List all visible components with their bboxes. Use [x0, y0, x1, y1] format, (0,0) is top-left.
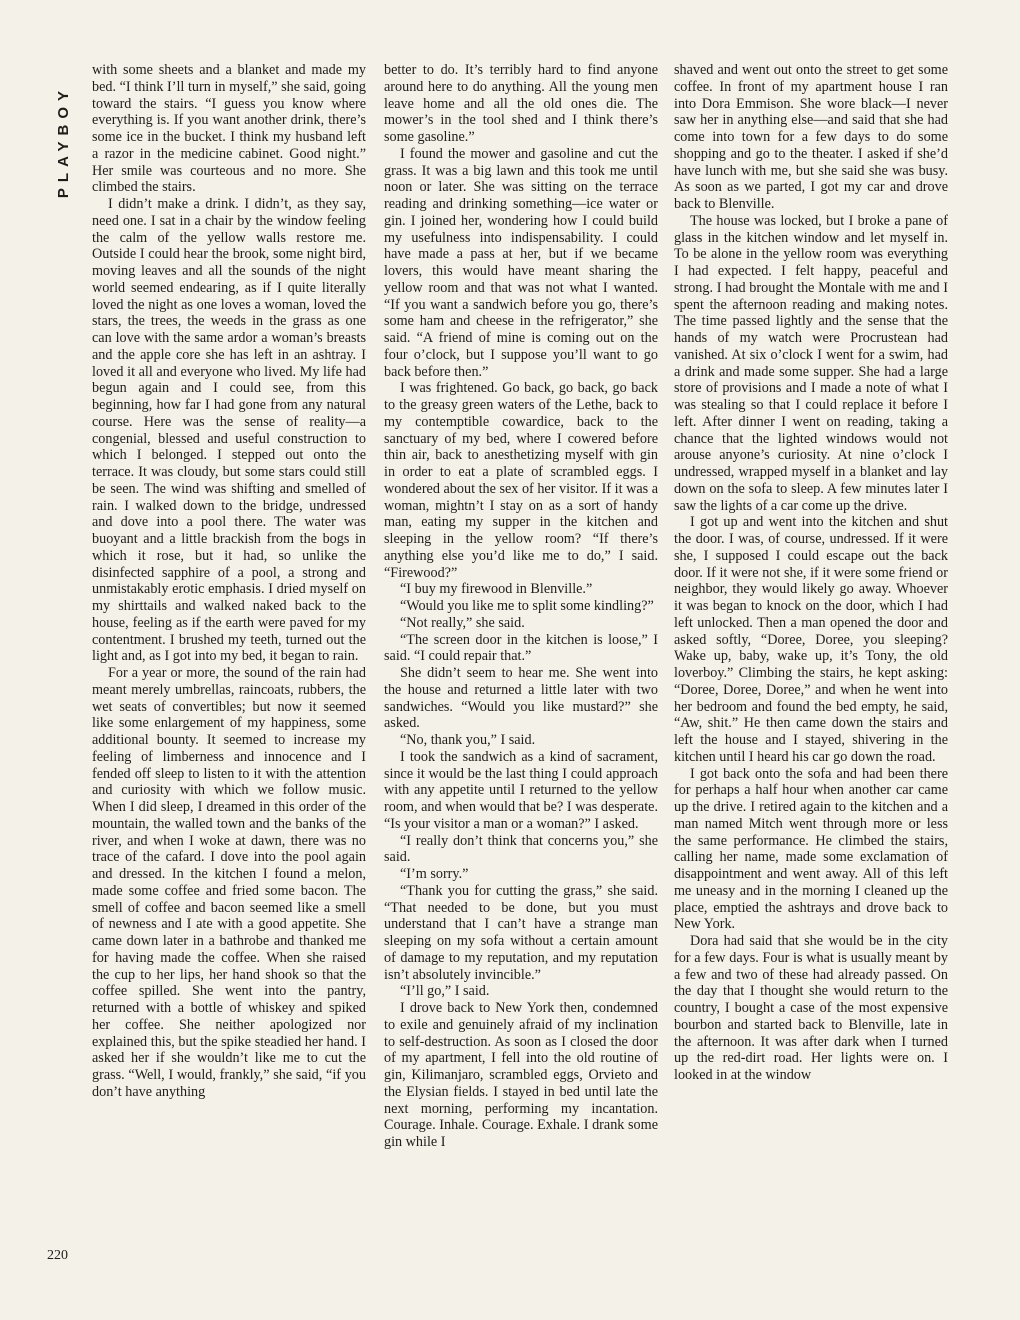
paragraph: “Not really,” she said.	[400, 614, 525, 631]
paragraph: I took the sandwich as a kind of sacrament, since it would be the last thing I could approach with any appetite until I returned to the yellow room, and when would that be? I was desperate. “Is your visitor a man or a woman?” I asked.	[384, 748, 658, 832]
paragraph: For a year or more, the sound of the rain had meant merely umbrellas, raincoats, rubbers, the wet seats of convertibles; but now it seemed like some enlargement of my happiness, some additional bounty. It seemed to increase my feeling of limberness and innocence and I fended off sleep to listen to it with the attention and curiosity with which we follow music. When I did sleep, I dreamed in this order of the mountain, the walled town and the banks of the river, and when I woke at dawn, there was no trace of the cafard. I dove into the pool again and dressed. In the kitchen I found a melon, made some coffee and fried some bacon. The smell of coffee and bacon seemed like a smell of newness and I ate with a good appetite. She came down later in a bathrobe and thanked me for having made the coffee. When she raised the cup to her lips, her hand shook so that the coffee spilled. She went into the pantry, returned with a bottle of whiskey and spiked her coffee. She neither apologized nor explained this, but the spike steadied her hand. I asked her if she wouldn’t like me to cut the grass. “Well, I would, frankly,” she said, “if you don’t have anything	[92, 665, 366, 1100]
paragraph: shaved and went out onto the street to get some coffee. In front of my apartment house I ran into Dora Emmison. She wore black—I never saw her in anything else—and said that she had come into town for a few days to do some shopping and go to the theater. I asked if she’d have lunch with me, but she said she was busy. As soon as we parted, I got my car and drove back to Blenville.	[674, 62, 948, 212]
paragraph: better to do. It’s terribly hard to find anyone around here to do anything. All the young men leave home and all the old ones die. The mower’s in the tool shed and I think there’s some gasoline.”	[384, 62, 658, 145]
paragraph: I was frightened. Go back, go back, go back to the greasy green waters of the Lethe, back to my contemptible cowardice, back to the sanctuary of my bed, where I cowered before thin air, back to anesthetizing myself with gin in order to eat a plate of scrambled eggs. I wondered about the sex of her visitor. If it was a woman, mightn’t I stay on as a sort of handy man, eating my supper in the kitchen and sleeping in the yellow room? “If there’s anything else you’d like me to do,” I said. “Firewood?”	[384, 380, 658, 581]
paragraph: I found the mower and gasoline and cut the grass. It was a big lawn and this took me until noon or later. She was sitting on the terrace reading and drinking something—ice water or gin. I joined her, wondering how I could build my usefulness into indispensability. I could have made a pass at her, but if we became lovers, this would have meant sharing the yellow room and that was not what I wanted. “If you want a sandwich before you go, there’s some ham and cheese in the refrigerator,” she said. “A friend of mine is coming out on the four o’clock, but I suppose you’ll want to go back before then.”	[384, 145, 658, 380]
paragraph: “I’ll go,” I said.	[400, 983, 490, 1000]
paragraph: “Thank you for cutting the grass,” she said. “That needed to be done, but you must understand that I can’t have a strange man sleeping on my sofa without a certain amount of damage to my reputation, and my reputation isn’t absolutely invincible.”	[384, 882, 658, 983]
text-column-2	[384, 62, 658, 1272]
text-column-1	[92, 62, 366, 1272]
page-number: 220	[47, 1248, 68, 1263]
paragraph: I didn’t make a drink. I didn’t, as they say, need one. I sat in a chair by the window feeling the calm of the yellow walls restore me. Outside I could hear the brook, some night bird, moving leaves and all the sounds of the night world seemed endearing, as if I quite literally loved the night as one loves a woman, loved the stars, the trees, the weeds in the grass as one can love with the same ardor a woman’s breasts and the apple core she has left in an ashtray. I loved it all and everyone who lived. My life had begun again and I could see, from this beginning, how far I had gone from any natural course. Here was the sense of reality—a congenial, blessed and useful construction to which I belonged. I stepped out onto the terrace. It was cloudy, but some stars could still be seen. The wind was shifting and smelled of rain. I walked down to the bridge, undressed and dove into a pool there. The water was buoyant and a little brackish from the bogs in which it rose, but it had, so unlike the disinfected sapphire of a pool, a strong and unmistakably erotic emphasis. I dried myself on my shirttails and walked naked back to the house, feeling as if the earth were paved for my contentment. I brushed my teeth, turned out the light and, as I got into my bed, it began to rain.	[92, 196, 366, 665]
masthead	[52, 66, 76, 216]
paragraph: I drove back to New York then, condemned to exile and genuinely afraid of my inclination to self-destruction. As soon as I closed the door of my apartment, I fell into the old routine of gin, Kilimanjaro, scrambled eggs, Orvieto and the Elysian fields. I stayed in bed until late the next morning, performing my incantation. Courage. Inhale. Courage. Exhale. I drank some gin while I	[384, 1000, 658, 1150]
paragraph: “No, thank you,” I said.	[400, 732, 536, 748]
paragraph: The house was locked, but I broke a pane of glass in the kitchen window and let myself in. To be alone in the yellow room was everything I had expected. I felt happy, peaceful and strong. I had brought the Montale with me and I spent the afternoon reading and making notes. The time passed lightly and the sense that the hands of my watch were Procrustean had vanished. At six o’clock I went for a swim, had a drink and made some supper. She had a large store of provisions and I made a note of what I was stealing so that I could replace it before I left. After dinner I went on reading, taking a chance that the lighted windows would not arouse anyone’s curiosity. At nine o’clock I undressed, wrapped myself in a blanket and lay down on the sofa to sleep. A few minutes later I saw the lights of a car come up the drive.	[674, 212, 948, 514]
paragraph: “I’m sorry.”	[400, 866, 469, 882]
paragraph: “I really don’t think that concerns you,” she said.	[384, 832, 658, 866]
paragraph: “The screen door in the kitchen is loose,” I said. “I could repair that.”	[384, 631, 658, 665]
paragraph: I got back onto the sofa and had been there for perhaps a half hour when another car came up the drive. I retired again to the kitchen and a man named Mitch went through more or less the same performance. He climbed the stairs, calling her name, made some exclamation of disappointment and went away. All of this left me uneasy and in the morning I cleaned up the place, emptied the ashtrays and drove back to New York.	[674, 765, 948, 933]
paragraph: I got up and went into the kitchen and shut the door. I was, of course, undressed. If it were she, I supposed I could escape out the back door. If it were not she, if it were some friend or neighbor, they would likely go away. Whoever it was began to knock on the door, which I had left unlocked. Then a man opened the door and asked softly, “Doree, Doree, you sleeping? Wake up, baby, wake up, it’s Tony, the old loverboy.” Climbing the stairs, he kept asking: “Doree, Doree, Doree,” and when he went into her bedroom and found the bed empty, he said, “Aw, shit.” He then came down the stairs and left the house and I stayed, shivering in the kitchen until I heard his car go down the road.	[674, 514, 948, 765]
paragraph: “Would you like me to split some kindling?”	[400, 598, 654, 614]
paragraph: with some sheets and a blanket and made my bed. “I think I’ll turn in myself,” she said, going toward the stairs. “I guess you know where everything is. If you want another drink, there’s some ice in the bucket. I think my husband left a razor in the medicine cabinet. Good night.” Her smile was courteous and no more. She climbed the stairs.	[92, 62, 366, 196]
masthead-title: PLAYBOY	[55, 84, 73, 198]
text-column-3	[674, 62, 948, 1272]
paragraph: She didn’t seem to hear me. She went into the house and returned a little later with two sandwiches. “Would you like mustard?” she asked.	[384, 665, 658, 732]
paragraph: Dora had said that she would be in the city for a few days. Four is what is usually meant by a few and two of these had already passed. On the day that I thought she would return to the country, I bought a case of the most expensive bourbon and started back to Blenville, late in the afternoon. It was after dark when I turned up the red-dirt road. Her lights were on. I looked in at the window	[674, 933, 948, 1083]
paragraph: “I buy my firewood in Blenville.”	[400, 581, 593, 598]
